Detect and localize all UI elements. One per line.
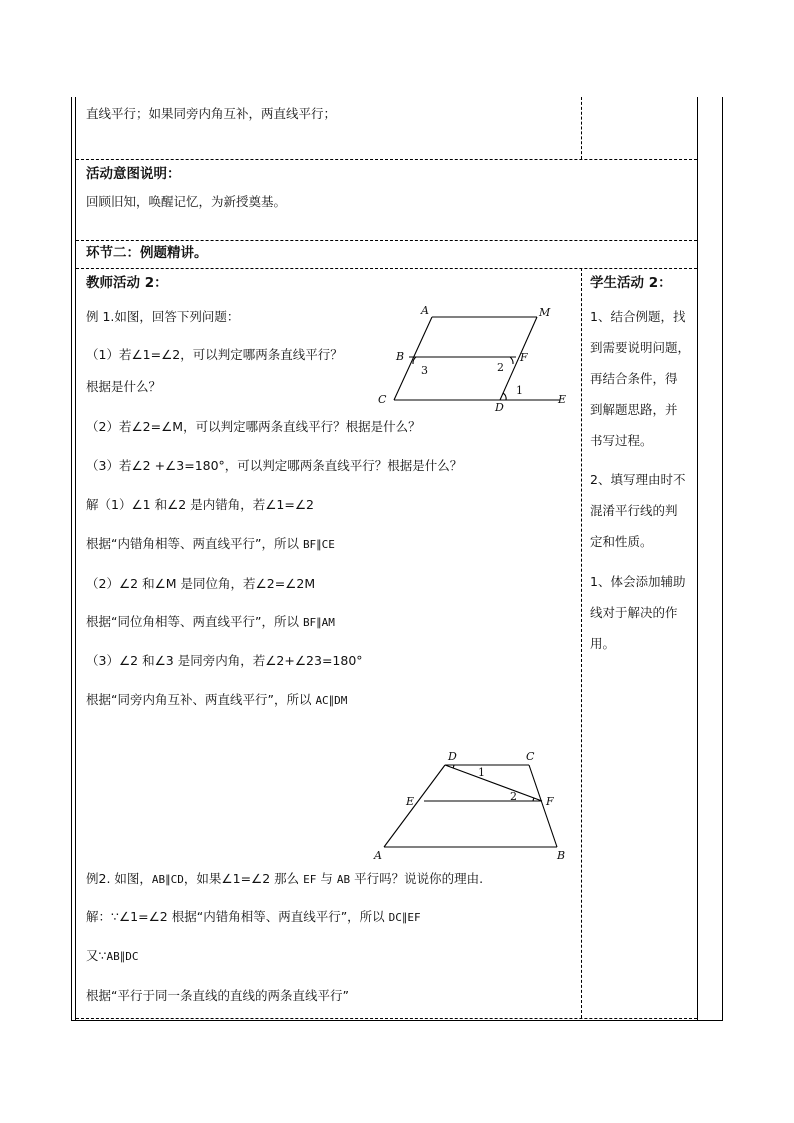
table-bottom-border <box>71 1020 723 1021</box>
label-e: E <box>558 393 567 406</box>
student-line: 混淆平行线的判 <box>590 503 678 518</box>
example1-answer3: （3）∠2 和∠3 是同旁内角，若∠2+∠23=180° <box>86 653 363 668</box>
reason-text: 根据“内错角相等、两直线平行”，所以 <box>86 536 303 551</box>
label-angle-3: 3 <box>421 364 428 377</box>
example1-answer1-reason <box>86 536 335 553</box>
example2-solution1 <box>86 909 421 926</box>
label-e: E <box>406 795 415 808</box>
student-line: 到需要说明问题， <box>590 340 691 355</box>
intent-heading: 活动意图说明： <box>86 166 181 182</box>
figure-1-diagram <box>370 300 575 415</box>
example1-question3: （3）若∠2 +∠3=180°，可以判定哪两条直线平行？根据是什么？ <box>86 458 463 473</box>
table-right-inner-border <box>697 97 698 1021</box>
intent-text: 回顾旧知，唤醒记忆，为新授奠基。 <box>86 194 287 209</box>
solution-text: 又∵ <box>86 948 107 963</box>
example1-question1: （1）若∠1=∠2，可以判定哪两条直线平行？ <box>86 347 343 362</box>
q-text: 与 <box>316 871 337 886</box>
row-divider <box>76 1018 697 1019</box>
student-line: 到解题思路，并 <box>590 402 678 417</box>
reason-text: 根据“同旁内角互补、两直线平行”，所以 <box>86 692 316 707</box>
column-divider <box>581 97 582 159</box>
conclusion-lines: AC∥DM <box>315 694 348 707</box>
example1-answer2-reason <box>86 614 335 631</box>
label-f: F <box>520 351 528 364</box>
q-text: 例2. 如图， <box>86 871 152 886</box>
section2-heading: 环节二：例题精讲。 <box>86 245 208 261</box>
student-line: 1、结合例题，找 <box>590 309 686 324</box>
student-line: 2、填写理由时不 <box>590 472 686 487</box>
label-c: C <box>526 750 535 763</box>
example1-question2: （2）若∠2=∠M，可以判定哪两条直线平行？根据是什么？ <box>86 419 421 434</box>
example1-answer3-reason <box>86 692 347 709</box>
example1-question1b: 根据是什么？ <box>86 379 162 394</box>
example1-answer1: 解（1）∠1 和∠2 是内错角，若∠1=∠2 <box>86 497 315 512</box>
label-angle-1: 1 <box>478 766 485 779</box>
label-m: M <box>539 306 551 319</box>
top-row-text: 直线平行；如果同旁内角互补，两直线平行； <box>86 106 337 121</box>
q-text: 平行吗？说说你的理由. <box>350 871 484 886</box>
example1-intro: 例 1.如图，回答下列问题： <box>86 309 240 324</box>
student-line: 书写过程。 <box>590 433 653 448</box>
reason-text: 根据“同位角相等、两直线平行”，所以 <box>86 614 303 629</box>
table-left-border <box>71 97 72 1021</box>
conclusion-lines: BF∥AM <box>302 616 335 629</box>
conclusion-lines: BF∥CE <box>302 538 335 551</box>
label-b: B <box>396 350 405 363</box>
label-b: B <box>557 849 566 862</box>
student-line: 线对于解决的作 <box>590 605 678 620</box>
student-line: 用。 <box>590 636 616 651</box>
label-angle-2: 2 <box>497 361 504 374</box>
table-right-border <box>722 97 723 1021</box>
row-divider <box>76 240 697 241</box>
q-lines: AB∥CD <box>151 873 184 886</box>
figure-2-diagram <box>370 745 575 865</box>
q-text: ，如果∠1=∠2 那么 <box>183 871 304 886</box>
student-heading: 学生活动 2： <box>590 275 672 291</box>
solution-text: 解：∵∠1=∠2 根据“内错角相等、两直线平行”，所以 <box>86 909 389 924</box>
label-f: F <box>546 795 554 808</box>
table-left-inner-border <box>75 97 76 1021</box>
angle-1-arc <box>503 393 506 400</box>
student-line: 1、体会添加辅助 <box>590 574 686 589</box>
row-divider <box>76 159 697 160</box>
example2-solution2 <box>86 948 138 965</box>
given-lines: AB∥DC <box>106 950 139 963</box>
label-a: A <box>374 849 382 862</box>
example2-question <box>86 871 483 888</box>
student-line: 再结合条件，得 <box>590 371 678 386</box>
segment-da <box>384 765 445 847</box>
label-d: D <box>495 401 504 414</box>
column-divider <box>581 268 582 1018</box>
conclusion-lines: DC∥EF <box>388 911 421 924</box>
q-line: AB <box>336 873 351 886</box>
teacher-heading: 教师活动 2： <box>86 275 168 291</box>
angle-2-arc <box>510 357 513 364</box>
label-angle-1: 1 <box>516 384 523 397</box>
example1-answer2: （2）∠2 和∠M 是同位角，若∠2=∠2M <box>86 576 316 591</box>
segment-df <box>445 765 542 801</box>
student-line: 定和性质。 <box>590 534 653 549</box>
row-divider <box>76 268 697 269</box>
label-d: D <box>448 750 457 763</box>
example2-solution3: 根据“平行于同一条直线的直线的两条直线平行” <box>86 988 349 1003</box>
label-c: C <box>378 393 387 406</box>
q-line: EF <box>303 873 317 886</box>
label-a: A <box>421 304 429 317</box>
label-angle-2: 2 <box>510 790 517 803</box>
